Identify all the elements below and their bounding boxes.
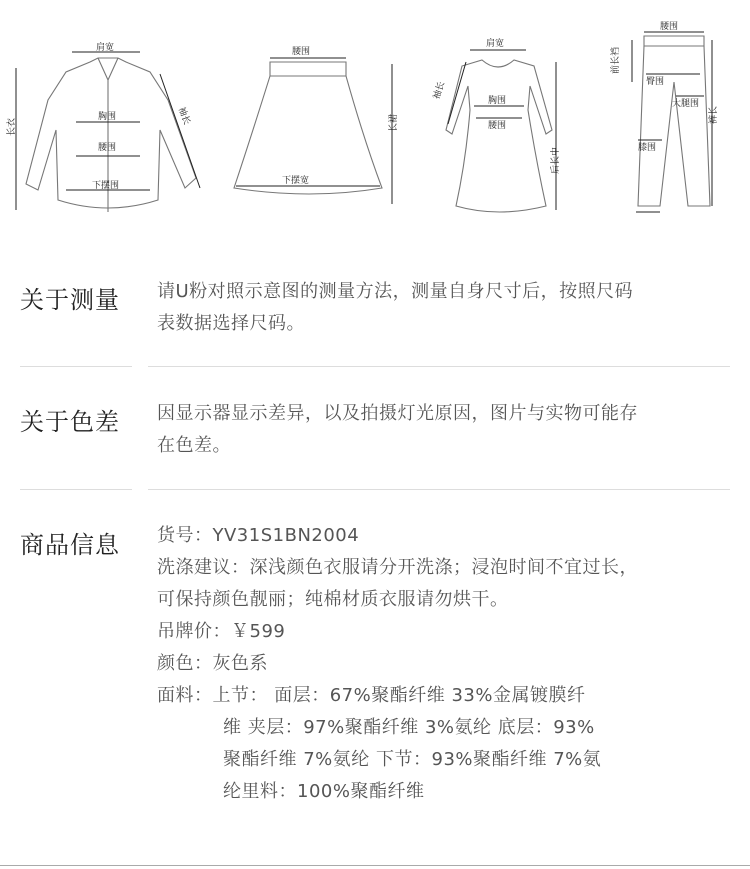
info-title: 商品信息	[20, 531, 120, 559]
shirt-diagram	[5, 41, 200, 212]
pants-hip-label: 臀围	[646, 77, 665, 87]
divider	[148, 366, 730, 367]
measure-title: 关于测量	[20, 286, 120, 314]
measure-body	[157, 276, 737, 340]
color-body	[157, 398, 737, 462]
sku-text: 货号：YV31S1BN2004	[157, 525, 360, 546]
shirt-chest-label: 胸围	[98, 112, 117, 122]
fabric-text: 维 夹层：97%聚酯纤维 3%氨纶 底层：93%	[223, 717, 595, 738]
shirt-sleeve-label: 袖长	[175, 105, 192, 127]
fabric-text: 纶里料：100%聚酯纤维	[223, 781, 425, 802]
measure-line: 请U粉对照示意图的测量方法，测量自身尺寸后，按照尺码	[157, 281, 634, 302]
measurement-diagrams-svg	[0, 0, 750, 230]
divider	[20, 366, 132, 367]
skirt-diagram	[234, 46, 399, 204]
wash-text: 洗涤建议：深浅颜色衣服请分开洗涤；浸泡时间不宜过长，	[157, 557, 638, 578]
shirt-waist-label: 腰围	[98, 143, 117, 153]
info-body	[157, 520, 737, 808]
shirt-length-label: 长衣	[7, 117, 17, 136]
color-line: 在色差。	[157, 435, 231, 456]
dress-chest-label: 胸围	[488, 96, 507, 106]
size-diagrams	[0, 0, 750, 230]
skirt-length-label: 长裙	[389, 113, 399, 132]
measure-line: 表数据选择尺码。	[157, 313, 305, 334]
dress-waist-label: 腰围	[488, 121, 507, 131]
fabric-text: 面料：上节： 面层：67%聚酯纤维 33%金属镀膜纤	[157, 685, 586, 706]
dress-length-label: 后长中	[551, 146, 561, 174]
fabric-text: 聚酯纤维 7%氨纶 下节：93%聚酯纤维 7%氨	[223, 749, 602, 770]
color-title: 关于色差	[20, 408, 120, 436]
skirt-hem-label: 下摆宽	[282, 176, 310, 186]
shirt-hem-label: 下摆围	[92, 181, 120, 191]
pants-diagram	[609, 21, 719, 212]
wash-text: 可保持颜色靓丽；纯棉材质衣服请勿烘干。	[157, 589, 509, 610]
divider	[20, 489, 132, 490]
color-line: 因显示器显示差异，以及拍摄灯光原因，图片与实物可能存	[157, 403, 638, 424]
shirt-shoulder-label: 肩宽	[96, 43, 115, 53]
pants-thigh-label: 大腿围	[672, 99, 700, 109]
skirt-waist-label: 腰围	[292, 47, 311, 57]
dress-shoulder-label: 肩宽	[486, 39, 505, 49]
pants-length-label: 裤长	[709, 105, 719, 124]
pants-knee-label: 膝围	[638, 143, 657, 153]
price-text: 吊牌价：￥599	[157, 621, 286, 642]
pants-waist-label: 腰围	[660, 22, 679, 32]
divider	[148, 489, 730, 490]
dress-diagram	[430, 37, 561, 212]
bottom-divider	[0, 865, 750, 866]
dress-sleeve-label: 袖长	[432, 80, 448, 101]
pants-front-rise-label: 前长裆	[611, 46, 621, 74]
color-text: 颜色：灰色系	[157, 653, 268, 674]
